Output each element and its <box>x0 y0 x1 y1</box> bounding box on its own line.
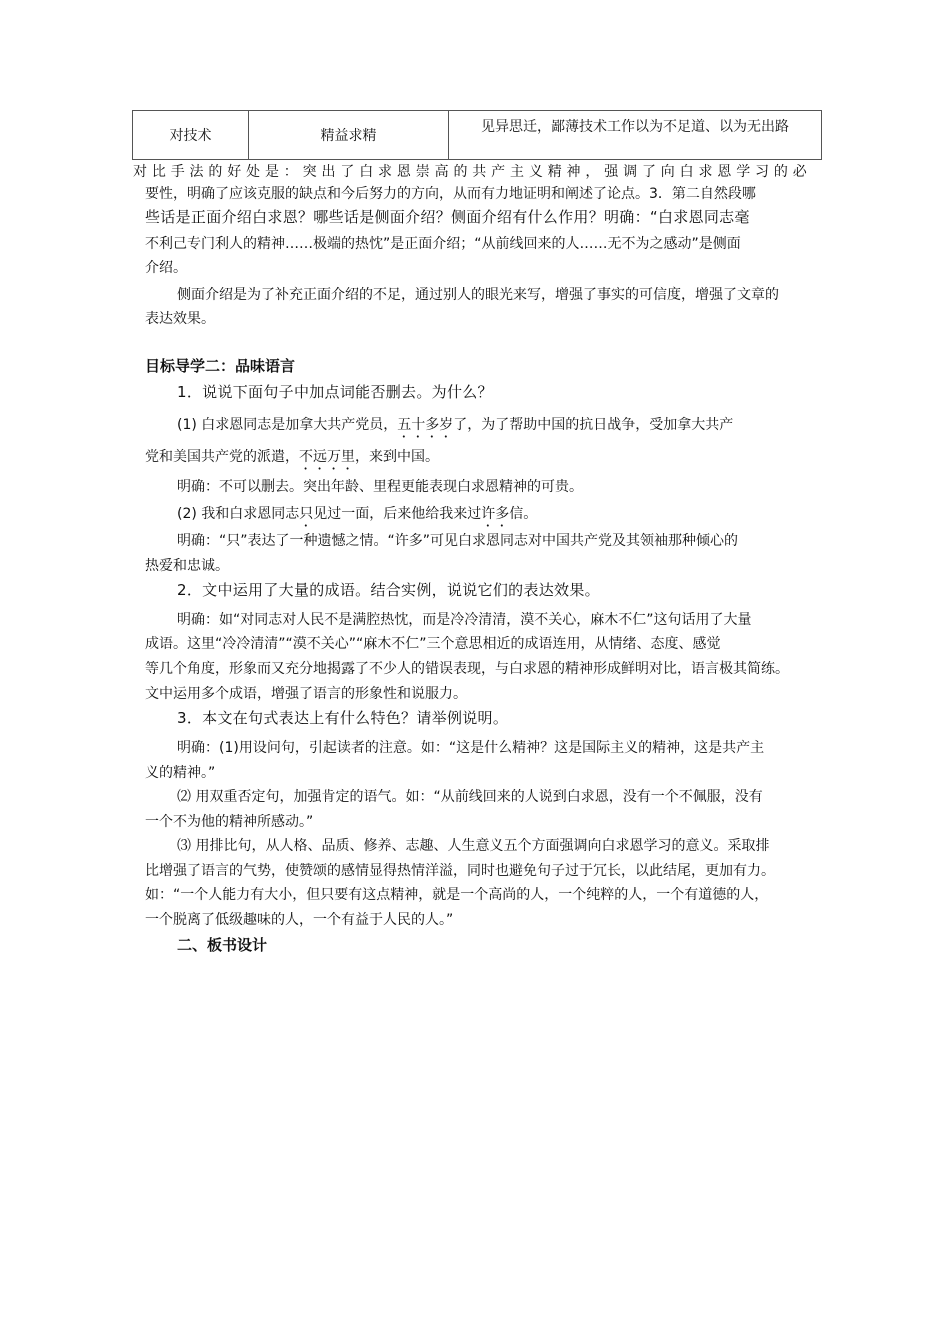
table-cell-aspect: 对技术 <box>133 111 249 160</box>
answer-2-line1: 明确：“只”表达了一种遗憾之情。“许多”可见白求恩同志对中国共产党及其领袖那种倾心的 <box>177 533 739 549</box>
section-heading-language: 目标导学二：品味语言 <box>145 357 296 375</box>
answer-4-line1: 明确：(1)用设问句，引起读者的注意。如：“这是什么精神？这是国际主义的精神，这是共产主 <box>177 740 765 756</box>
answer-6-line3: 如：“一个人能力有大小，但只要有这点精神，就是一个高尚的人，一个纯粹的人，一个有道德的人， <box>145 887 769 903</box>
dotted-word-age: 五十多岁 <box>397 417 454 433</box>
answer-4-line2: 义的精神。” <box>145 765 216 781</box>
table-cell-others: 见异思迁，鄙薄技术工作以为不足道、以为无出路 <box>449 111 822 160</box>
example-2-text-c: 信。 <box>509 506 538 522</box>
para1-line1: 对 比 手 法 的 好 处 是 ： 突 出 了 白 求 恩 崇 高 的 共 产 主 义 精 神 ， 强 调 了 向 白 求 恩 学 习 的 必 <box>133 164 807 180</box>
answer-5-line2: 一个不为他的精神所感动。” <box>145 814 314 830</box>
example-2 <box>177 503 537 530</box>
example-1-line1 <box>177 414 733 441</box>
answer-6-line4: 一个脱离了低级趣味的人，一个有益于人民的人。” <box>145 912 454 928</box>
dotted-word-only: 只 <box>299 506 314 522</box>
answer-6-line2: 比增强了语言的气势，使赞颂的感情显得热情洋溢，同时也避免句子过于冗长，以此结尾，更加有力。 <box>145 863 775 879</box>
answer-1: 明确：不可以删去。突出年龄、里程更能表现白求恩精神的可贵。 <box>177 479 583 495</box>
answer-6-line1: ⑶ 用排比句，从人格、品质、修养、志趣、人生意义五个方面强调向白求恩学习的意义。采取排 <box>177 838 770 854</box>
example-1-text-c: 党和美国共产党的派遣， <box>145 449 299 465</box>
para1-line2: 要性，明确了应该克服的缺点和今后努力的方向，从而有力地证明和阐述了论点。3．第二自然段哪 <box>145 186 756 202</box>
question-1: 1．说说下面句子中加点词能否删去。为什么？ <box>177 383 493 401</box>
para1-line5: 介绍。 <box>145 260 187 276</box>
section-heading-board-design: 二、板书设计 <box>177 936 268 954</box>
example-2-text-a: (2) 我和白求恩同志 <box>177 506 300 522</box>
example-1-text-a: (1) 白求恩同志是加拿大共产党员， <box>177 417 398 433</box>
para2-line2: 表达效果。 <box>145 311 215 327</box>
answer-3-line1: 明确：如“对同志对人民不是满腔热忱，而是冷冷清清，漠不关心，麻木不仁”这句话用了大量 <box>177 612 752 628</box>
example-2-text-b: 见过一面，后来他给我来过 <box>313 506 482 522</box>
answer-2-line2: 热爱和忠诚。 <box>145 558 229 574</box>
example-1-text-d: ，来到中国。 <box>355 449 439 465</box>
comparison-table <box>132 110 822 160</box>
answer-3-line2: 成语。这里“冷冷清清”“漠不关心”“麻木不仁”三个意思相近的成语连用，从情绪、态度、感觉 <box>145 636 721 652</box>
answer-3-line4: 文中运用多个成语，增强了语言的形象性和说服力。 <box>145 686 467 702</box>
dotted-word-many: 许多 <box>481 506 510 522</box>
table-row <box>133 111 822 160</box>
dotted-word-distance: 不远万里 <box>299 449 355 465</box>
para1-line3: 些话是正面介绍白求恩？哪些话是侧面介绍？侧面介绍有什么作用？明确：“白求恩同志毫 <box>145 208 750 226</box>
example-1-line2 <box>145 446 439 473</box>
answer-5-line1: ⑵ 用双重否定句，加强肯定的语气。如：“从前线回来的人说到白求恩，没有一个不佩服，没有 <box>177 789 763 805</box>
example-1-text-b: 了，为了帮助中国的抗日战争，受加拿大共产 <box>453 417 734 433</box>
table-cell-baiqiuen: 精益求精 <box>249 111 449 160</box>
para2-line1: 侧面介绍是为了补充正面介绍的不足，通过别人的眼光来写，增强了事实的可信度，增强了文章的 <box>177 287 779 303</box>
question-3: 3．本文在句式表达上有什么特色？请举例说明。 <box>177 709 509 727</box>
para1-line4: 不利己专门利人的精神……极端的热忱”是正面介绍；“从前线回来的人……无不为之感动”是侧面 <box>145 236 741 252</box>
answer-3-line3: 等几个角度，形象而又充分地揭露了不少人的错误表现，与白求恩的精神形成鲜明对比，语言极其简练。 <box>145 661 789 677</box>
question-2: 2．文中运用了大量的成语。结合实例，说说它们的表达效果。 <box>177 581 600 599</box>
